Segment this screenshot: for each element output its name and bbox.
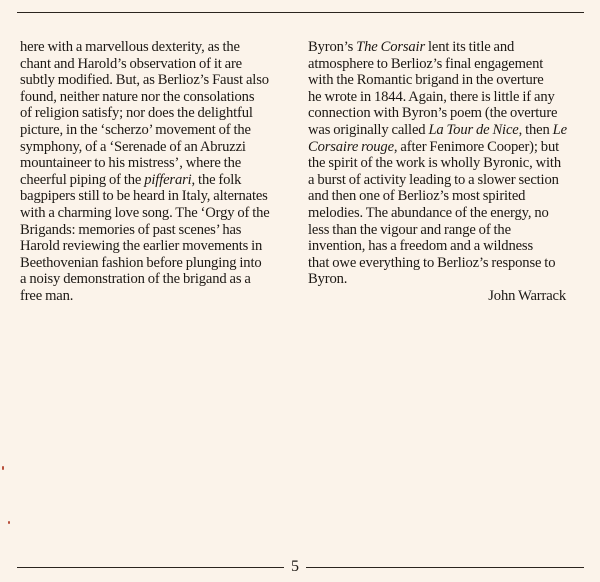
text-line xyxy=(20,122,286,139)
text-run: Beethovenian fashion before plunging into xyxy=(20,254,262,271)
text-line xyxy=(20,238,286,255)
text-run: found, neither nature nor the consolations xyxy=(20,88,255,105)
text-run: picture, in the ‘scherzo’ movement of the xyxy=(20,121,251,138)
text-run: Byron’s xyxy=(308,39,357,55)
text-line xyxy=(308,89,580,106)
print-speck xyxy=(8,521,10,524)
text-line xyxy=(20,288,286,305)
text-line xyxy=(20,89,286,106)
top-rule xyxy=(17,12,584,13)
text-line xyxy=(20,105,286,122)
text-line xyxy=(20,139,286,156)
text-run: subtly modified. But, as Berlioz’s Faust also xyxy=(20,72,269,89)
text-run: and then one of Berlioz’s most spirited xyxy=(308,188,526,205)
text-run: free man. xyxy=(20,287,74,304)
italic-title: pifferari xyxy=(144,171,192,188)
text-line xyxy=(20,222,286,239)
text-line xyxy=(308,155,580,172)
text-run: Brigands: memories of past scenes’ has xyxy=(20,221,242,238)
text-run: symphony, of a ‘Serenade of an Abruzzi xyxy=(20,138,246,155)
text-line xyxy=(308,238,580,255)
italic-title: La Tour de Nice xyxy=(428,121,519,138)
bottom-rule-left xyxy=(17,567,284,568)
text-line xyxy=(308,188,580,205)
text-run: that owe everything to Berlioz’s response to xyxy=(308,254,556,271)
text-run: chant and Harold’s observation of it are xyxy=(20,55,242,72)
italic-title: Corsaire rouge xyxy=(308,138,394,155)
text-line xyxy=(308,72,580,89)
italic-title: Le xyxy=(552,121,567,138)
text-line xyxy=(20,255,286,272)
text-line xyxy=(20,172,286,189)
text-run: , the folk xyxy=(191,171,242,188)
text-line xyxy=(20,39,286,56)
text-run: Harold reviewing the earlier movements in xyxy=(20,238,263,255)
text-line xyxy=(20,271,286,288)
text-run: of religion satisfy; nor does the delightful xyxy=(20,105,253,122)
text-run: , then xyxy=(518,121,553,138)
text-run: with the Romantic brigand in the overture xyxy=(308,72,544,89)
text-run: he wrote in 1844. Again, there is little if any xyxy=(308,88,555,105)
text-line xyxy=(308,172,580,189)
text-run: lent its title and xyxy=(424,39,515,55)
text-run: Byron. xyxy=(308,271,348,288)
print-speck xyxy=(2,466,4,470)
text-run: cheerful piping of the xyxy=(20,171,145,188)
text-line xyxy=(308,271,580,288)
text-run: with a charming love song. The ‘Orgy of the xyxy=(20,204,270,221)
text-run: , after Fenimore Cooper); but xyxy=(393,138,559,155)
text-line xyxy=(20,188,286,205)
text-run: less than the vigour and range of the xyxy=(308,221,511,238)
text-line xyxy=(308,222,580,239)
bottom-rule-right xyxy=(306,567,584,568)
text-run: melodies. The abundance of the energy, no xyxy=(308,204,549,221)
left-text-column xyxy=(20,39,286,305)
text-line xyxy=(308,122,580,139)
text-line xyxy=(20,72,286,89)
text-run: invention, has a freedom and a wildness xyxy=(308,238,533,255)
text-line xyxy=(308,255,580,272)
right-text-column xyxy=(308,39,580,305)
text-run: here with a marvellous dexterity, as the xyxy=(20,39,240,55)
author-signature: John Warrack xyxy=(488,287,566,304)
text-line xyxy=(308,56,580,73)
text-line xyxy=(308,205,580,222)
text-line xyxy=(308,105,580,122)
text-line xyxy=(308,139,580,156)
italic-title: The Corsair xyxy=(356,39,425,55)
text-run: the spirit of the work is wholly Byronic, with xyxy=(308,155,561,172)
page-number: 5 xyxy=(291,558,299,575)
text-run: connection with Byron’s poem (the overture xyxy=(308,105,558,122)
text-run: a burst of activity leading to a slower section xyxy=(308,171,559,188)
text-run: bagpipers still to be heard in Italy, alternates xyxy=(20,188,268,205)
text-run: a noisy demonstration of the brigand as a xyxy=(20,271,251,288)
text-line xyxy=(20,205,286,222)
text-run: was originally called xyxy=(308,121,429,138)
text-line xyxy=(308,39,580,56)
text-run: mountaineer to his mistress’, where the xyxy=(20,155,242,172)
text-line xyxy=(20,155,286,172)
text-run: atmosphere to Berlioz’s final engagement xyxy=(308,55,544,72)
text-line xyxy=(20,56,286,73)
